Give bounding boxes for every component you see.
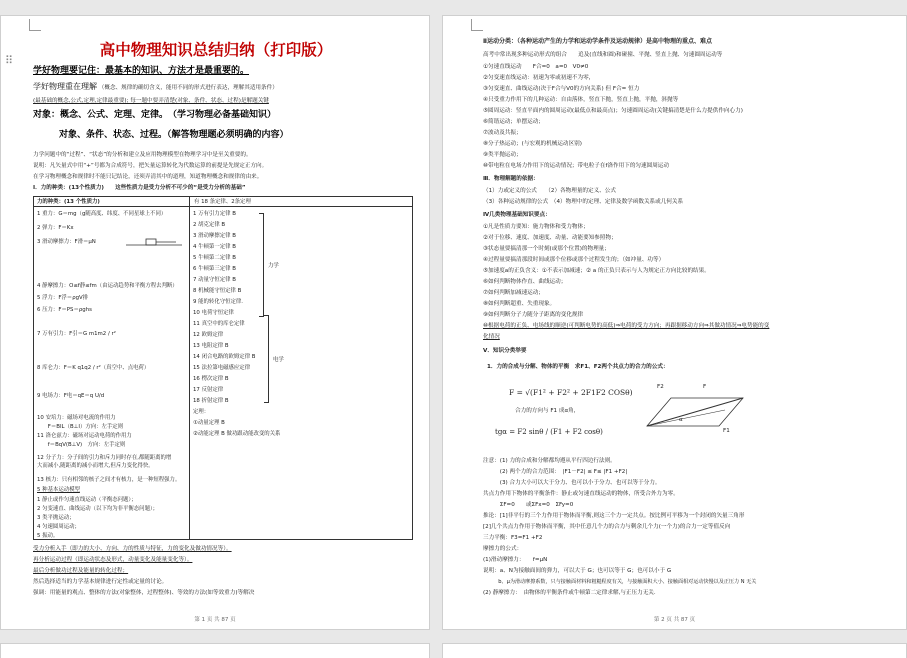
point-item: ⑤加速度a的正负含义：①不表示加减速；② a 的正负只表示与人为规定正方向比较的结果。 (483, 268, 710, 274)
table-header-rule (34, 206, 412, 207)
note-line: (3) 合力大小可以大于分力、也可以小于分力、也可以等于分力。 (483, 480, 661, 486)
force-item: 2 弹力：F＝Kx (37, 225, 74, 231)
law-item: 12 欧姆定律 (193, 332, 224, 338)
motion-model: 5 振动。 (37, 533, 59, 539)
theorem-item: ①动量定理 B (193, 420, 225, 426)
law-item: 6 牛顿第三定律 B (193, 266, 236, 272)
motion-item: ⑨类平抛运动； (483, 152, 522, 158)
vector-label: F (703, 384, 707, 390)
section-heading: Ⅴ．知识分类举要 (483, 348, 527, 354)
note-line: 注意：(1) 力的合成和分解都均遵从平行四边行法则。 (483, 458, 616, 464)
chain-line: (最基础的概念,公式,定理,定律最重要); 每一题中要弄清楚(对象、条件、状态、过程)是解题关键 (33, 98, 269, 104)
point-item: ⑧如何判断超重、失重现象。 (483, 301, 556, 307)
forces-table (33, 196, 413, 540)
brace-label-mechanics: 力学 (268, 263, 279, 269)
point-item: ⑩根据电荷的正负、电场线的顺逆(可判断电势的高低)⇒电荷的受力方向；再跟据移动方向⇒其做功情况⇒电势能的变 (483, 323, 770, 329)
note-line: 摩擦力的公式： (483, 546, 523, 552)
force-item: 大而减小,随距离的减小而增大,但斥力变化得快。 (37, 463, 154, 469)
law-item: 7 动量守恒定律 B (193, 277, 236, 283)
point-item: ②对于位移、速度、加速度、动量、动能要知参照物； (483, 235, 617, 241)
force-item: 3 滑动摩擦力：F滑＝μN (37, 239, 96, 245)
motion-model: 4 匀速圆周运动； (37, 524, 80, 530)
law-item: 17 反射定律 (193, 387, 224, 393)
force-item: 6 压力：F＝PS＝ρghs (37, 307, 92, 313)
focus-note: （概念、规律的确切含义，能用不同的形式进行表达，理解其适用条件） (98, 85, 278, 91)
table-header-right: 有 18 条定律、2条定理 (194, 199, 251, 205)
motion-item: ⑥简谐运动；单摆运动； (483, 119, 544, 125)
force-item: f＝BqV(B⊥V) 方向：左手定则 (37, 442, 126, 448)
law-item: 11 真空中的库仑定律 (193, 321, 245, 327)
vector-label: F2 (657, 384, 664, 390)
motion-item: ⑩带电粒在电场力作用下的运动情况；带电粒子在f洛作用下的匀速圆周运动 (483, 163, 669, 169)
force-item: 13 核力：只有相邻的核子之间才有核力，是一种短程强力。 (37, 477, 181, 483)
vector-label: α (679, 417, 683, 423)
theorem-item: ②动能定理 B 做功跟动能改变的关系 (193, 431, 281, 437)
next-page-edge (442, 643, 907, 658)
note-line: ΣF=0 或ΣFx=0 ΣFy=0 (483, 502, 574, 508)
motion-model: 1 静止或作匀速直线运动（平衡态问题）； (37, 497, 137, 503)
motion-model: 3 类平抛运动； (37, 515, 75, 521)
document-page-2 (442, 15, 907, 630)
note-line: 共点力作用下物体的平衡条件：静止或匀速直线运动的物体，所受合外力为零。 (483, 491, 679, 497)
theorem-heading: 定理： (193, 409, 210, 415)
section-heading: Ⅰ．力的种类：(13个性质力) 这些性质力是受力分析不可少的“是受力分析的基础” (33, 185, 246, 191)
point-item: ④过程量要搞清那段时间或那个位移或那个过程发生的；（如冲量、功等） (483, 257, 665, 263)
motion-item: ⑤圆周运动：竖直平面内的圆周运动(最低点和最高点)；匀速圆周运动(关键搞清楚是什么力提供作向心力) (483, 108, 743, 114)
note-line: (1)滑动摩擦力： f=μN (483, 557, 548, 563)
note-line: 说明：a、N为接触面间的弹力，可以大于 G；也可以等于 G；也可以小于 G (483, 568, 672, 574)
force-item: 8 库仑力：F＝K q1q2 / r²（真空中、点电荷） (37, 365, 150, 371)
body-line: 在学习物理概念和规律时不能只记结论，还须弄清其中的道理，知道物理概念和规律的由来。 (33, 174, 263, 180)
law-item: 4 牛顿第一定律 B (193, 244, 236, 250)
basis-item: （1）力或定义的公式 （2）各物理量的定义、公式 (483, 188, 616, 194)
motion-item: ⑦波动及共振； (483, 130, 522, 136)
force-item: 10 安培力：磁场对电流的作用力 (37, 415, 116, 421)
analysis-line: 强调：用能量的观点、整体的方法(对象整体，过程整体)、等效的方法(如等效重力)等解决 (33, 590, 255, 596)
page-corner-mark (29, 19, 41, 31)
motion-model: 2 匀变速直、曲线运动（以下均为非平衡态问题）； (37, 506, 159, 512)
point-item: ⑨如何判断分子力随分子距离的变化规律 (483, 312, 584, 318)
page-footer: 第 2 页 共 87 页 (653, 617, 696, 623)
page-footer: 第 1 页 共 87 页 (194, 617, 236, 623)
note-line: [2]几个共点力作用于物体而平衡，其中任意几个力的合力与剩余几个力(一个力)的合力一定等值反向 (483, 524, 731, 530)
motto: 学好物理要记住：最基本的知识、方法才是最重要的。 (33, 66, 250, 76)
page-title: 高中物理知识总结归纳（打印版） (99, 40, 333, 59)
law-item: 18 折射定律 B (193, 398, 229, 404)
table-divider (189, 197, 190, 539)
document-page-1 (0, 15, 430, 630)
force-item: 7 万有引力：F引＝G m1m2 / r² (37, 331, 116, 337)
section-heading: Ⅲ．物理解题的依据： (483, 176, 539, 182)
motion-item: ③匀变速直、曲线运动(决于F合与V0的方向关系) 但 F合= 恒力 (483, 86, 640, 92)
vector-label: F1 (723, 428, 730, 434)
motion-item: ⑧分子热运动；(与宏观的机械运动区别) (483, 141, 582, 147)
force-item: 5 浮力：F浮＝ρgV排 (37, 295, 89, 301)
resultant-formula: F = √(F1² + F2² + 2F1F2 COSθ) (509, 388, 633, 397)
focus-line (33, 82, 278, 92)
law-item: 8 机械能守恒定律 B (193, 288, 242, 294)
force-item: 4 静摩擦力：O≤f静≤fm（由运动趋势和平衡方程去判断） (37, 283, 178, 289)
angle-formula: tgα = F2 sinθ / (F1 + F2 cosθ) (495, 428, 603, 436)
analysis-line: 受力分析入手（即力的大小、方向、力的性质与特征，力的变化及做功情况等）。 (33, 546, 232, 552)
section-heading: Ⅱ运动分类：（各种运动产生的力学和运动学条件及运动规律）是高中物理的重点、难点 (483, 38, 712, 45)
force-item: F＝BIL（B⊥I）方向：左手定则 (37, 424, 124, 430)
next-page-edge (0, 643, 430, 658)
formula-note: 合力的方向与 F1 成α角， (515, 408, 580, 414)
law-item: 3 滑动摩擦定律 B (193, 233, 236, 239)
law-item: 14 闭合电路的欧姆定律 B (193, 354, 256, 360)
sub-heading: 高考中常出现多种运动形式的组合 追及(直线和圆)和碰撞、平抛、竖直上抛、匀速圆周运动等 (483, 52, 723, 58)
note-line: (2) 两个力的合力范围： |F1－F2| ≤ F≤ |F1 +F2| (483, 469, 628, 475)
law-item: 16 楞次定律 B (193, 376, 229, 382)
pillars-line-2: 对象、条件、状态、过程。（解答物理题必须明确的内容） (59, 130, 289, 140)
subsection-heading: 1．力的合成与分解、物体的平衡 求F1、F2两个共点力的合力的公式： (487, 364, 669, 370)
brace-label-electricity: 电学 (273, 357, 284, 363)
point-item: 化情况 (483, 334, 500, 340)
law-item: 10 电荷守恒定律 (193, 310, 234, 316)
body-line: 力学问题中的“过程”、“状态”的分析和建立及应用物理模型在物理学习中是至关重要的。 (33, 152, 252, 158)
law-item: 2 胡克定律 B (193, 222, 226, 228)
note-line: b、μ为滑动摩擦系数，只与接触面材料和粗糙程度有关，与接触面积大小、接触面相对运动快慢以及正压力 N 无关 (483, 579, 757, 585)
electricity-brace (264, 315, 269, 403)
point-item: ⑦如何判断加减速运动； (483, 290, 544, 296)
point-item: ⑥如何判断物体作直、曲线运动； (483, 279, 567, 285)
motion-item: ②匀变速直线运动：初速为零或初速不为零， (483, 75, 595, 81)
force-item: 1 重力：G＝mg（g随高度、纬度、不同星球上不同） (37, 211, 167, 217)
focus-label: 学好物理重在理解 (33, 82, 97, 91)
body-line: 说明：凡矢量式中用“+”号都为合成符号，把矢量运算转化为代数运算的前提是先规定正方向。 (33, 163, 268, 169)
motion-model-heading: 5 种基本运动模型 (37, 487, 80, 493)
law-item: 5 牛顿第二定律 B (193, 255, 236, 261)
page-corner-mark (471, 19, 483, 31)
law-item: 1 万有引力定律 B (193, 211, 236, 217)
pillars-line: 对象：概念、公式、定理、定律。 （学习物理必备基础知识） (33, 110, 277, 120)
force-item: 12 分子力：分子间的引力和斥力同时存在,都随距离的增 (37, 455, 172, 461)
analysis-line: 再分析运动过程（即运动状态及形式，动量变化及能量变化等）。 (33, 557, 193, 563)
drag-handle-icon[interactable]: ⠿ (5, 54, 13, 67)
force-item: 11 洛仑兹力：磁场对运动电荷的作用力 (37, 433, 132, 439)
note-line: 三力平衡：F3=F1 +F2 (483, 535, 543, 541)
block-sketch-icon (126, 237, 182, 247)
law-item: 15 法拉第电磁感应定律 (193, 365, 251, 371)
point-item: ①凡是性质力要知：施力物体和受力物体； (483, 224, 589, 230)
table-header-left: 力的种类：(13 个性质力) (37, 199, 100, 205)
motion-item: ①匀速直线运动 F合=0 a=0 V0≠0 (483, 64, 589, 70)
analysis-line: 最后分析做功过程及能量的转化过程； (33, 568, 129, 574)
analysis-line: 然后选择适当的力学基本规律进行定性或定量的讨论。 (33, 579, 168, 585)
section-heading: Ⅳ几类物理基础知识要点： (483, 212, 551, 218)
note-line: (2) 静摩擦力： 由物体的平衡条件或牛顿第二定律求解,与正压力无关. (483, 590, 656, 596)
basis-item: （3）各种运动规律的公式 （4）物理中的定理、定律及数学函数关系或几何关系 (483, 199, 684, 205)
law-item: 13 电阻定律 B (193, 343, 229, 349)
mechanics-brace (259, 213, 264, 317)
note-line: 推论：[1]非平行的三个力作用于物体而平衡,则这三个力一定共点。按比例可平移为一个封闭的矢量三角形 (483, 513, 745, 519)
force-item: 9 电场力：F电＝qE＝q U/d (37, 393, 105, 399)
motion-item: ④只受重力作用下的几种运动：自由落体，竖直下抛，竖直上抛，平抛，斜抛等 (483, 97, 679, 103)
point-item: ③状态量要搞清那一个时刻(或那个位置)的物理量； (483, 246, 610, 252)
law-item: 9 能的转化守恒定律. (193, 299, 243, 305)
